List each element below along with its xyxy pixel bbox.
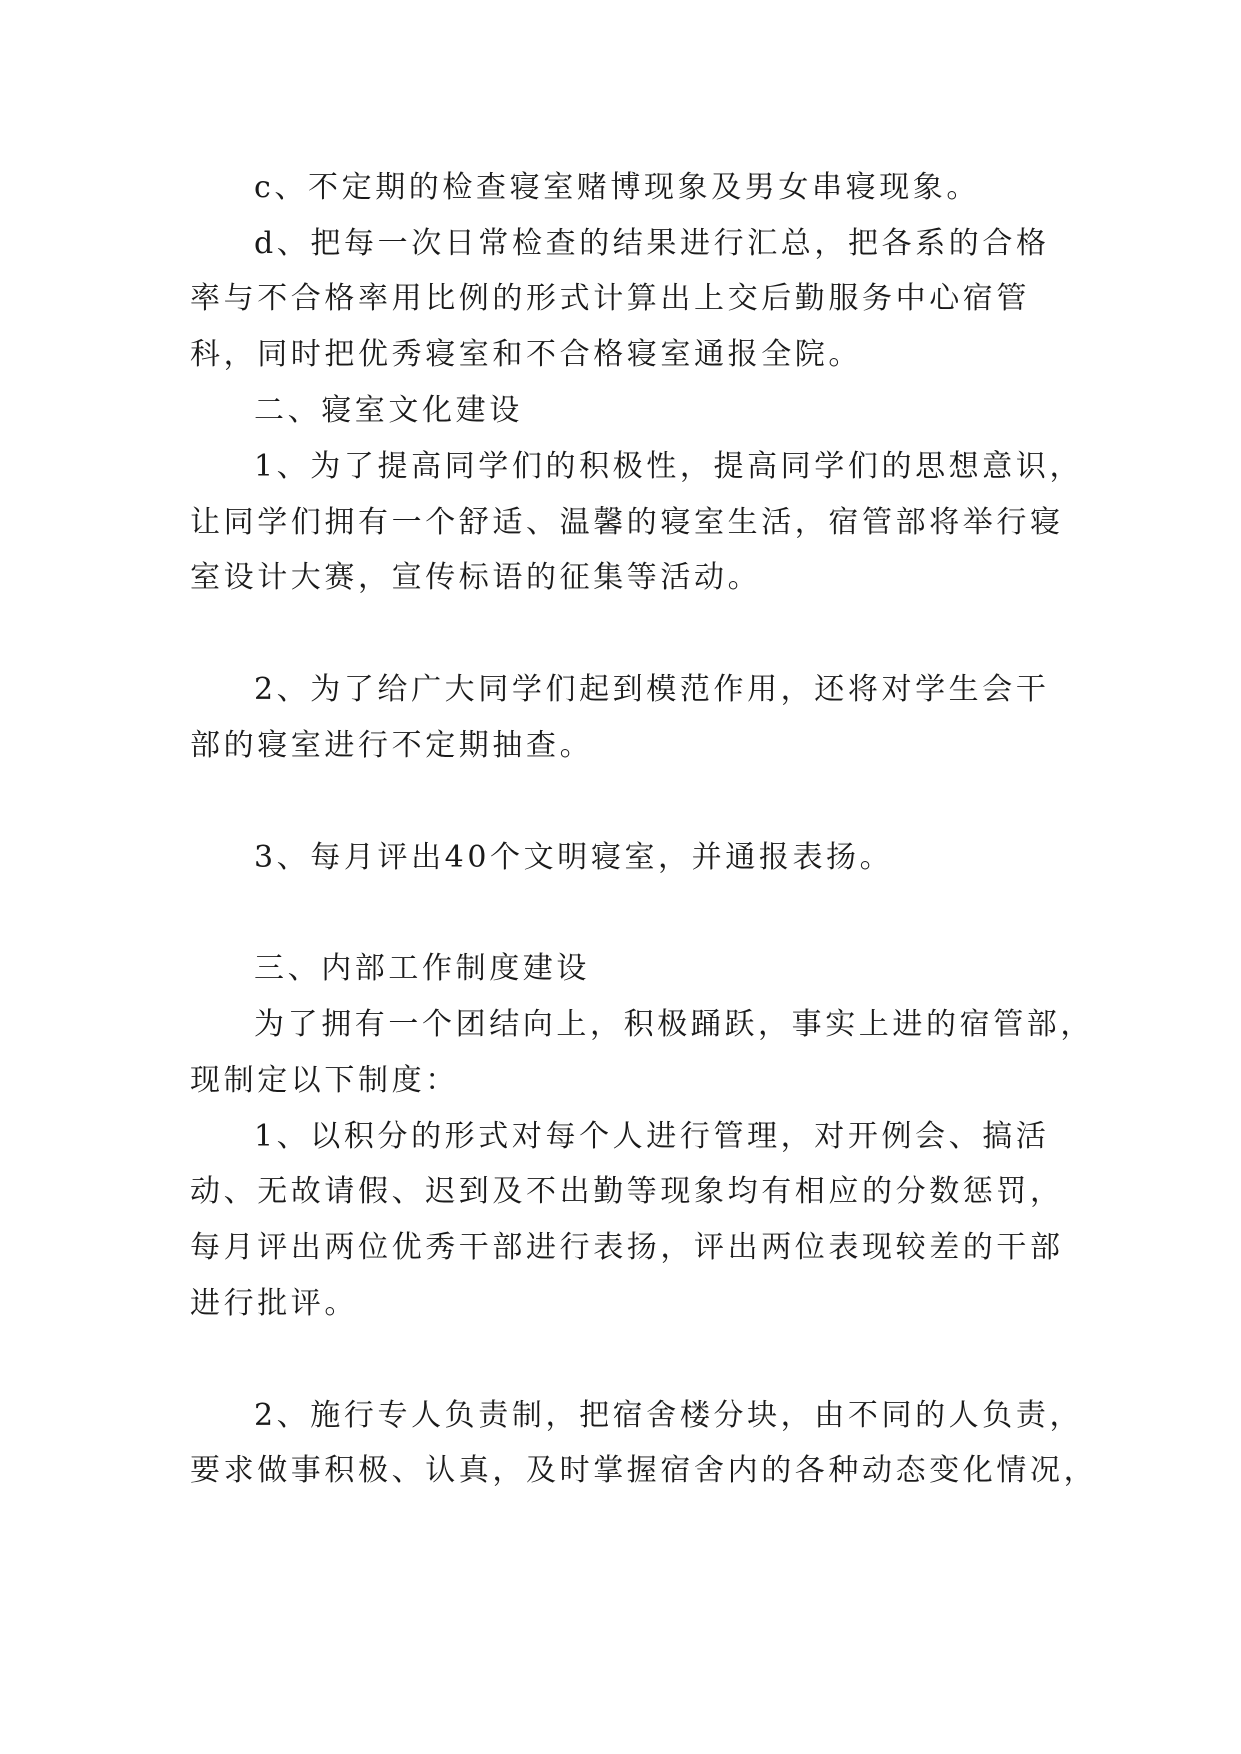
paragraph-line: c、不定期的检查寝室赌博现象及男女串寝现象。 [254,170,981,205]
paragraph-line: 进行批评。 [190,1286,358,1321]
paragraph-line: 3、每月评出40个文明寝室，并通报表扬。 [254,840,894,875]
paragraph-line: 现制定以下制度： [190,1063,459,1098]
paragraph-line: 为了拥有一个团结向上，积极踊跃，事实上进的宿管部， [254,1007,1094,1042]
paragraph-line: d、把每一次日常检查的结果进行汇总，把各系的合格 [254,226,1050,261]
section-heading: 二、寝室文化建设 [254,393,523,428]
paragraph-line: 科，同时把优秀寝室和不合格寝室通报全院。 [190,337,862,372]
paragraph-line: 1、为了提高同学们的积极性，提高同学们的思想意识， [254,449,1084,484]
paragraph-line: 动、无故请假、迟到及不出勤等现象均有相应的分数惩罚， [190,1174,1064,1209]
paragraph-line: 率与不合格率用比例的形式计算出上交后勤服务中心宿管 [190,281,1030,316]
paragraph-line: 2、施行专人负责制，把宿舍楼分块，由不同的人负责， [254,1398,1084,1433]
paragraph-line: 要求做事积极、认真，及时掌握宿舍内的各种动态变化情况， [190,1453,1098,1488]
paragraph-line: 部的寝室进行不定期抽查。 [190,728,594,763]
paragraph-line: 每月评出两位优秀干部进行表扬，评出两位表现较差的干部 [190,1230,1064,1265]
paragraph-line: 1、以积分的形式对每个人进行管理，对开例会、搞活 [254,1119,1050,1154]
paragraph-line: 让同学们拥有一个舒适、温馨的寝室生活，宿管部将举行寝 [190,505,1064,540]
paragraph-line: 2、为了给广大同学们起到模范作用，还将对学生会干 [254,672,1050,707]
section-heading: 三、内部工作制度建设 [254,951,590,986]
paragraph-line: 室设计大赛，宣传标语的征集等活动。 [190,560,762,595]
